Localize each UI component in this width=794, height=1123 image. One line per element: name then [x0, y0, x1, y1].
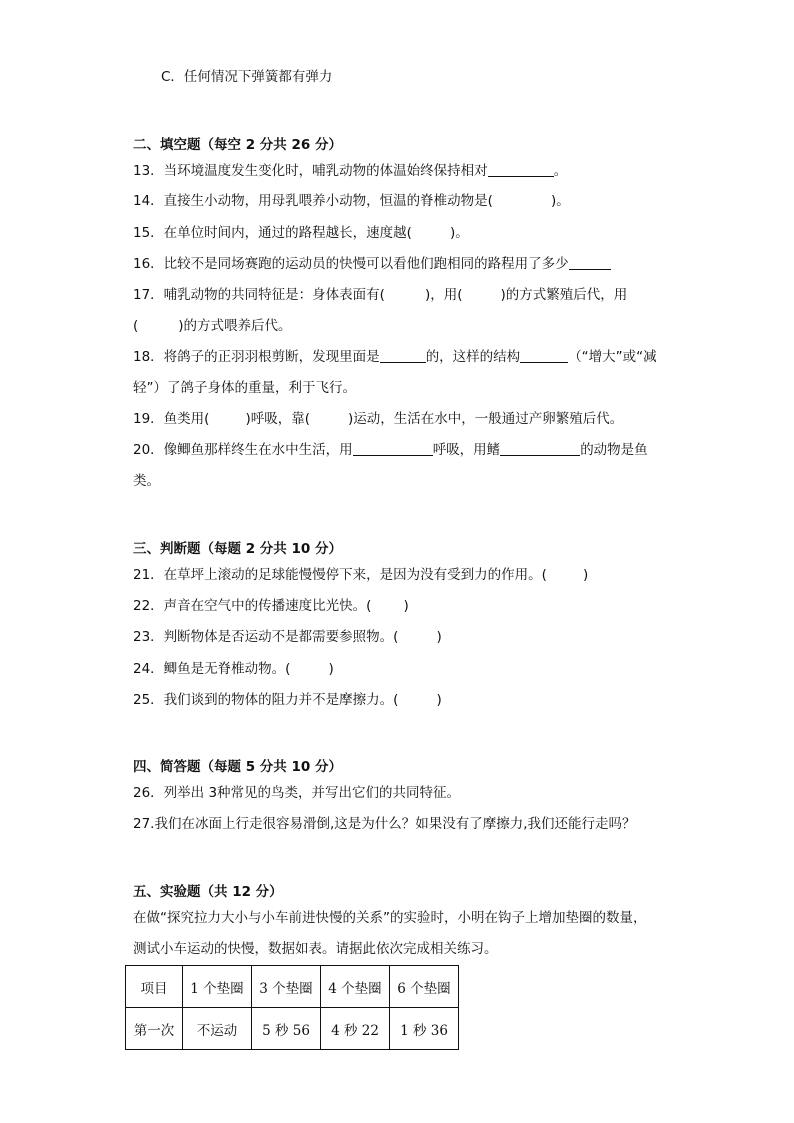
question-18-text: （“增大”或“减	[568, 349, 657, 365]
question-13	[133, 162, 567, 180]
question-26: 26．列举出 3种常见的鸟类，并写出它们的共同特征。	[133, 785, 461, 801]
question-24-text: 24．鲫鱼是无脊椎动物。(	[133, 661, 291, 677]
question-21	[133, 566, 588, 584]
question-23-text: 23．判断物体是否运动不是都需要参照物。(	[133, 629, 399, 645]
section-judge-heading: 三、判断题（每题 2 分共 10 分）	[133, 541, 342, 557]
question-17-cont	[133, 317, 292, 335]
question-20-text: 呼吸，用鳍	[432, 442, 501, 458]
section-fill-heading: 二、填空题（每空 2 分共 26 分）	[133, 137, 342, 153]
section-short-heading: 四、简答题（每题 5 分共 10 分）	[133, 759, 342, 775]
paren-close: )	[582, 567, 589, 583]
paren-close: )	[436, 692, 442, 708]
question-18-text: 的，这样的结构	[425, 349, 521, 365]
answer-blank[interactable]	[520, 349, 568, 363]
question-15-text: 15．在单位时间内，通过的路程越长，速度越(	[133, 225, 412, 241]
question-14-text: 14．直接生小动物，用母乳喂养小动物，恒温的脊椎动物是(	[133, 193, 493, 209]
question-18-text: 18．将鸽子的正羽羽根剪断，发现里面是	[133, 349, 380, 365]
question-24	[133, 660, 334, 678]
question-25-text: 25．我们谈到的物体的阻力并不是摩擦力。(	[133, 692, 399, 708]
question-13-end: 。	[553, 163, 568, 179]
table-cell: 第一次	[126, 1008, 183, 1050]
experiment-table	[125, 965, 459, 1050]
table-header-cell: 4 个垫圈	[321, 966, 390, 1008]
paren-close: )	[403, 598, 409, 614]
question-25	[133, 691, 442, 709]
paren-close: )	[328, 661, 334, 677]
question-17-text: )的方式喂养后代。	[178, 318, 292, 334]
question-17-text: )，用(	[424, 287, 463, 303]
question-20-text: 的动物是鱼	[580, 442, 648, 458]
table-cell: 1 秒 36	[390, 1008, 459, 1050]
answer-blank[interactable]	[500, 442, 580, 456]
question-16-text: 16．比较不是同场赛跑的运动员的快慢可以看他们跑相同的路程用了多少	[133, 256, 569, 272]
question-15-end: )。	[449, 225, 469, 241]
table-cell: 不运动	[183, 1008, 252, 1050]
option-c: C．任何情况下弹簧都有弹力	[161, 69, 333, 85]
question-22-text: 22．声音在空气中的传播速度比光快。(	[133, 598, 372, 614]
question-13-text: 13．当环境温度发生变化时，哺乳动物的体温始终保持相对	[133, 163, 488, 179]
table-header-cell: 3 个垫圈	[252, 966, 321, 1008]
question-14-end: )。	[550, 193, 570, 209]
question-16	[133, 255, 611, 273]
question-22	[133, 597, 409, 615]
question-20	[133, 441, 648, 459]
question-17-text: 17．哺乳动物的共同特征是：身体表面有(	[133, 287, 385, 303]
experiment-intro-1: 在做“探究拉力大小与小车前进快慢的关系”的实验时，小明在钩子上增加垫圈的数量，	[133, 910, 647, 926]
question-15	[133, 224, 469, 242]
question-19	[133, 410, 623, 428]
answer-blank[interactable]	[380, 349, 426, 363]
question-17-text: )的方式繁殖后代，用	[500, 287, 628, 303]
question-20-cont: 类。	[133, 473, 160, 489]
question-23	[133, 628, 442, 646]
table-cell: 4 秒 22	[321, 1008, 390, 1050]
table-header-row	[126, 966, 459, 1008]
question-27: 27.我们在冰面上行走很容易滑倒,这是为什么？如果没有了摩擦力,我们还能行走吗？	[133, 816, 636, 832]
answer-blank[interactable]	[488, 163, 554, 177]
question-18-cont: 轻”）了鸽子身体的重量，利于飞行。	[133, 380, 356, 396]
question-18	[133, 348, 657, 366]
question-20-text: 20．像鲫鱼那样终生在水中生活，用	[133, 442, 353, 458]
question-19-text: )呼吸，靠(	[245, 411, 310, 427]
question-14	[133, 192, 570, 210]
section-exp-heading: 五、实验题（共 12 分）	[133, 884, 283, 900]
paren-close: )	[436, 629, 442, 645]
table-header-cell: 项目	[126, 966, 183, 1008]
question-17	[133, 286, 627, 304]
table-row	[126, 1008, 459, 1050]
table-header-cell: 6 个垫圈	[390, 966, 459, 1008]
table-header-cell: 1 个垫圈	[183, 966, 252, 1008]
question-21-text: 21．在草坪上滚动的足球能慢慢停下来，是因为没有受到力的作用。(	[133, 567, 547, 583]
answer-blank[interactable]	[569, 256, 611, 270]
question-19-text: )运动，生活在水中，一般通过产卵繁殖后代。	[348, 411, 624, 427]
experiment-intro-2: 测试小车运动的快慢，数据如表。请据此依次完成相关练习。	[133, 941, 498, 957]
answer-blank[interactable]	[353, 442, 433, 456]
question-19-text: 19．鱼类用(	[133, 411, 210, 427]
table-cell: 5 秒 56	[252, 1008, 321, 1050]
question-17-text: (	[133, 318, 139, 334]
